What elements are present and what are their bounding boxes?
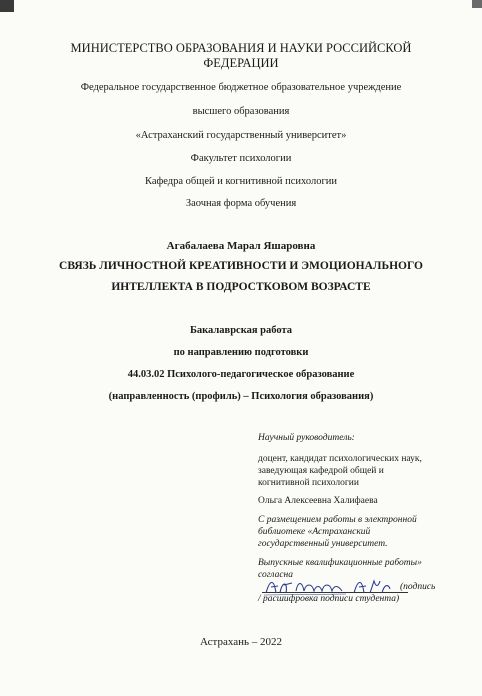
library-consent-line-3: государственный университет. <box>258 539 388 549</box>
supervisor-position-line-1: доцент, кандидат психологических наук, <box>258 454 422 464</box>
signature-caption: / расшифровка подписи студента) <box>258 594 400 604</box>
handwritten-signature <box>262 573 412 599</box>
ministry-line-2: ФЕДЕРАЦИИ <box>203 56 279 70</box>
supervisor-name: Ольга Алексеевна Халифаева <box>258 496 378 506</box>
institution-type-line-1: Федеральное государственное бюджетное образовательное учреждение <box>80 82 402 93</box>
thesis-title-line-1: СВЯЗЬ ЛИЧНОСТНОЙ КРЕАТИВНОСТИ И ЭМОЦИОНАЛЬНОГО <box>59 260 423 272</box>
department-name: Кафедра общей и когнитивной психологии <box>144 176 338 187</box>
university-name: «Астраханский государственный университет» <box>135 130 347 141</box>
profile: (направленность (профиль) – Психология образования) <box>108 391 374 402</box>
supervisor-position-line-2: заведующая кафедрой общей и <box>258 466 384 476</box>
library-consent-line-2: библиотеке «Астраханский <box>258 527 371 537</box>
theses-consent-line-1: Выпускные квалификационные работы» <box>258 558 422 568</box>
author-name: Агабалаева Марал Яшаровна <box>166 240 316 252</box>
city-year: Астрахань – 2022 <box>199 636 283 648</box>
ministry-name <box>0 41 482 71</box>
thesis-title-line-2: ИНТЕЛЛЕКТА В ПОДРОСТКОВОМ ВОЗРАСТЕ <box>111 281 371 293</box>
institution-type-line-2: высшего образования <box>192 106 290 117</box>
direction-label: по направлению подготовки <box>173 347 309 358</box>
direction-code: 44.03.02 Психолого-педагогическое образование <box>127 369 355 380</box>
scan-edge-mark <box>0 0 14 12</box>
supervisor-label: Научный руководитель: <box>258 433 355 443</box>
signature-label: (подпись <box>400 582 436 592</box>
library-consent-line-1: С размещением работы в электронной <box>258 515 417 525</box>
ministry-line-1: МИНИСТЕРСТВО ОБРАЗОВАНИЯ И НАУКИ РОССИЙСКОЙ <box>70 41 412 55</box>
work-type: Бакалаврская работа <box>189 325 293 336</box>
scan-edge-mark-right <box>472 0 482 8</box>
faculty-name: Факультет психологии <box>190 153 292 164</box>
study-form: Заочная форма обучения <box>185 198 297 209</box>
theses-consent-line-2: согласна <box>258 570 293 580</box>
supervisor-position-line-3: когнитивной психологии <box>258 478 359 488</box>
